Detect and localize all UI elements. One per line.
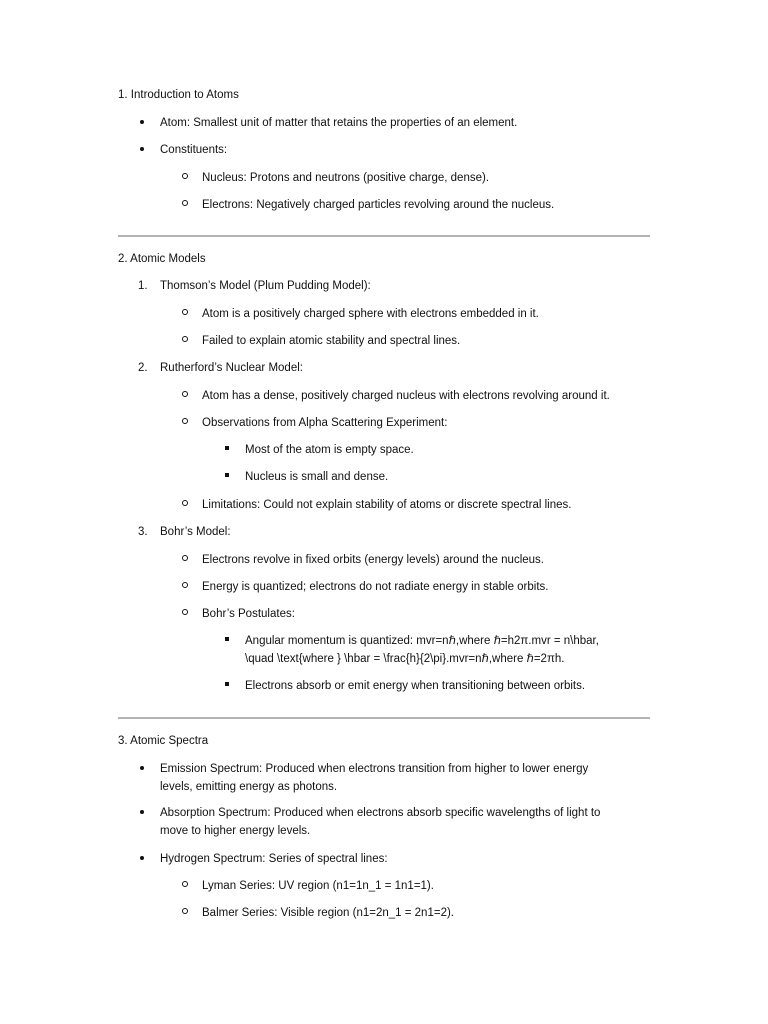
postulate-item-continued: \quad \text{where } \hbar = \frac{h}{2\pi}.mvr=nℏ,where ℏ=2πh. bbox=[245, 653, 565, 665]
list-number: 2. bbox=[138, 362, 148, 374]
lyman-series: Lyman Series: UV region (n1=1n_1 = 1n1=1). bbox=[202, 880, 434, 892]
circle-marker bbox=[182, 197, 196, 213]
bohr-point: Electrons revolve in fixed orbits (energy levels) around the nucleus. bbox=[202, 554, 544, 566]
balmer-series: Balmer Series: Visible region (n1=2n_1 = 2n1=2). bbox=[202, 907, 454, 919]
thomson-model-title: Thomson’s Model (Plum Pudding Model): bbox=[160, 280, 371, 292]
observation-item: Most of the atom is empty space. bbox=[245, 444, 414, 456]
rutherford-point: Observations from Alpha Scattering Experiment: bbox=[202, 417, 448, 429]
emission-spectrum-continued: levels, emitting energy as photons. bbox=[160, 781, 338, 793]
bullet-marker bbox=[140, 115, 154, 131]
bullet-marker bbox=[140, 805, 154, 821]
thomson-point: Atom is a positively charged sphere with electrons embedded in it. bbox=[202, 308, 539, 320]
electrons-item: Electrons: Negatively charged particles revolving around the nucleus. bbox=[202, 199, 555, 211]
thomson-point: Failed to explain atomic stability and spectral lines. bbox=[202, 335, 461, 347]
square-marker bbox=[225, 442, 235, 458]
emission-spectrum: Emission Spectrum: Produced when electrons transition from higher to lower energy bbox=[160, 763, 589, 775]
absorption-spectrum-continued: move to higher energy levels. bbox=[160, 825, 311, 837]
circle-marker bbox=[182, 606, 196, 622]
square-marker bbox=[225, 678, 235, 694]
bullet-marker bbox=[140, 761, 154, 777]
observation-item: Nucleus is small and dense. bbox=[245, 471, 389, 483]
constituents-label: Constituents: bbox=[160, 144, 228, 156]
circle-marker bbox=[182, 333, 196, 349]
bullet-marker bbox=[140, 142, 154, 158]
horizontal-divider bbox=[118, 235, 650, 237]
circle-marker bbox=[182, 415, 196, 431]
hydrogen-spectrum: Hydrogen Spectrum: Series of spectral lines: bbox=[160, 853, 388, 865]
section-2-heading: 2. Atomic Models bbox=[118, 253, 206, 265]
section-3-heading: 3. Atomic Spectra bbox=[118, 735, 209, 747]
bohr-point: Energy is quantized; electrons do not radiate energy in stable orbits. bbox=[202, 581, 549, 593]
circle-marker bbox=[182, 905, 196, 921]
circle-marker bbox=[182, 552, 196, 568]
square-marker bbox=[225, 633, 235, 649]
circle-marker bbox=[182, 878, 196, 894]
bohr-model-title: Bohr’s Model: bbox=[160, 526, 231, 538]
bullet-marker bbox=[140, 851, 154, 867]
postulate-item: Electrons absorb or emit energy when transitioning between orbits. bbox=[245, 680, 586, 692]
circle-marker bbox=[182, 579, 196, 595]
absorption-spectrum: Absorption Spectrum: Produced when electrons absorb specific wavelengths of light to bbox=[160, 807, 601, 819]
circle-marker bbox=[182, 170, 196, 186]
postulate-item: Angular momentum is quantized: mvr=nℏ,where ℏ=h2π.mvr = n\hbar, bbox=[245, 635, 599, 647]
rutherford-point: Limitations: Could not explain stability of atoms or discrete spectral lines. bbox=[202, 499, 572, 511]
rutherford-point: Atom has a dense, positively charged nucleus with electrons revolving around it. bbox=[202, 390, 610, 402]
circle-marker bbox=[182, 388, 196, 404]
rutherford-model-title: Rutherford’s Nuclear Model: bbox=[160, 362, 303, 374]
list-number: 3. bbox=[138, 526, 148, 538]
square-marker bbox=[225, 469, 235, 485]
horizontal-divider bbox=[118, 717, 650, 719]
section-1-heading: 1. Introduction to Atoms bbox=[118, 89, 239, 101]
nucleus-item: Nucleus: Protons and neutrons (positive charge, dense). bbox=[202, 172, 490, 184]
bohr-point: Bohr’s Postulates: bbox=[202, 608, 295, 620]
atom-definition: Atom: Smallest unit of matter that retains the properties of an element. bbox=[160, 117, 518, 129]
list-number: 1. bbox=[138, 280, 148, 292]
circle-marker bbox=[182, 306, 196, 322]
circle-marker bbox=[182, 497, 196, 513]
